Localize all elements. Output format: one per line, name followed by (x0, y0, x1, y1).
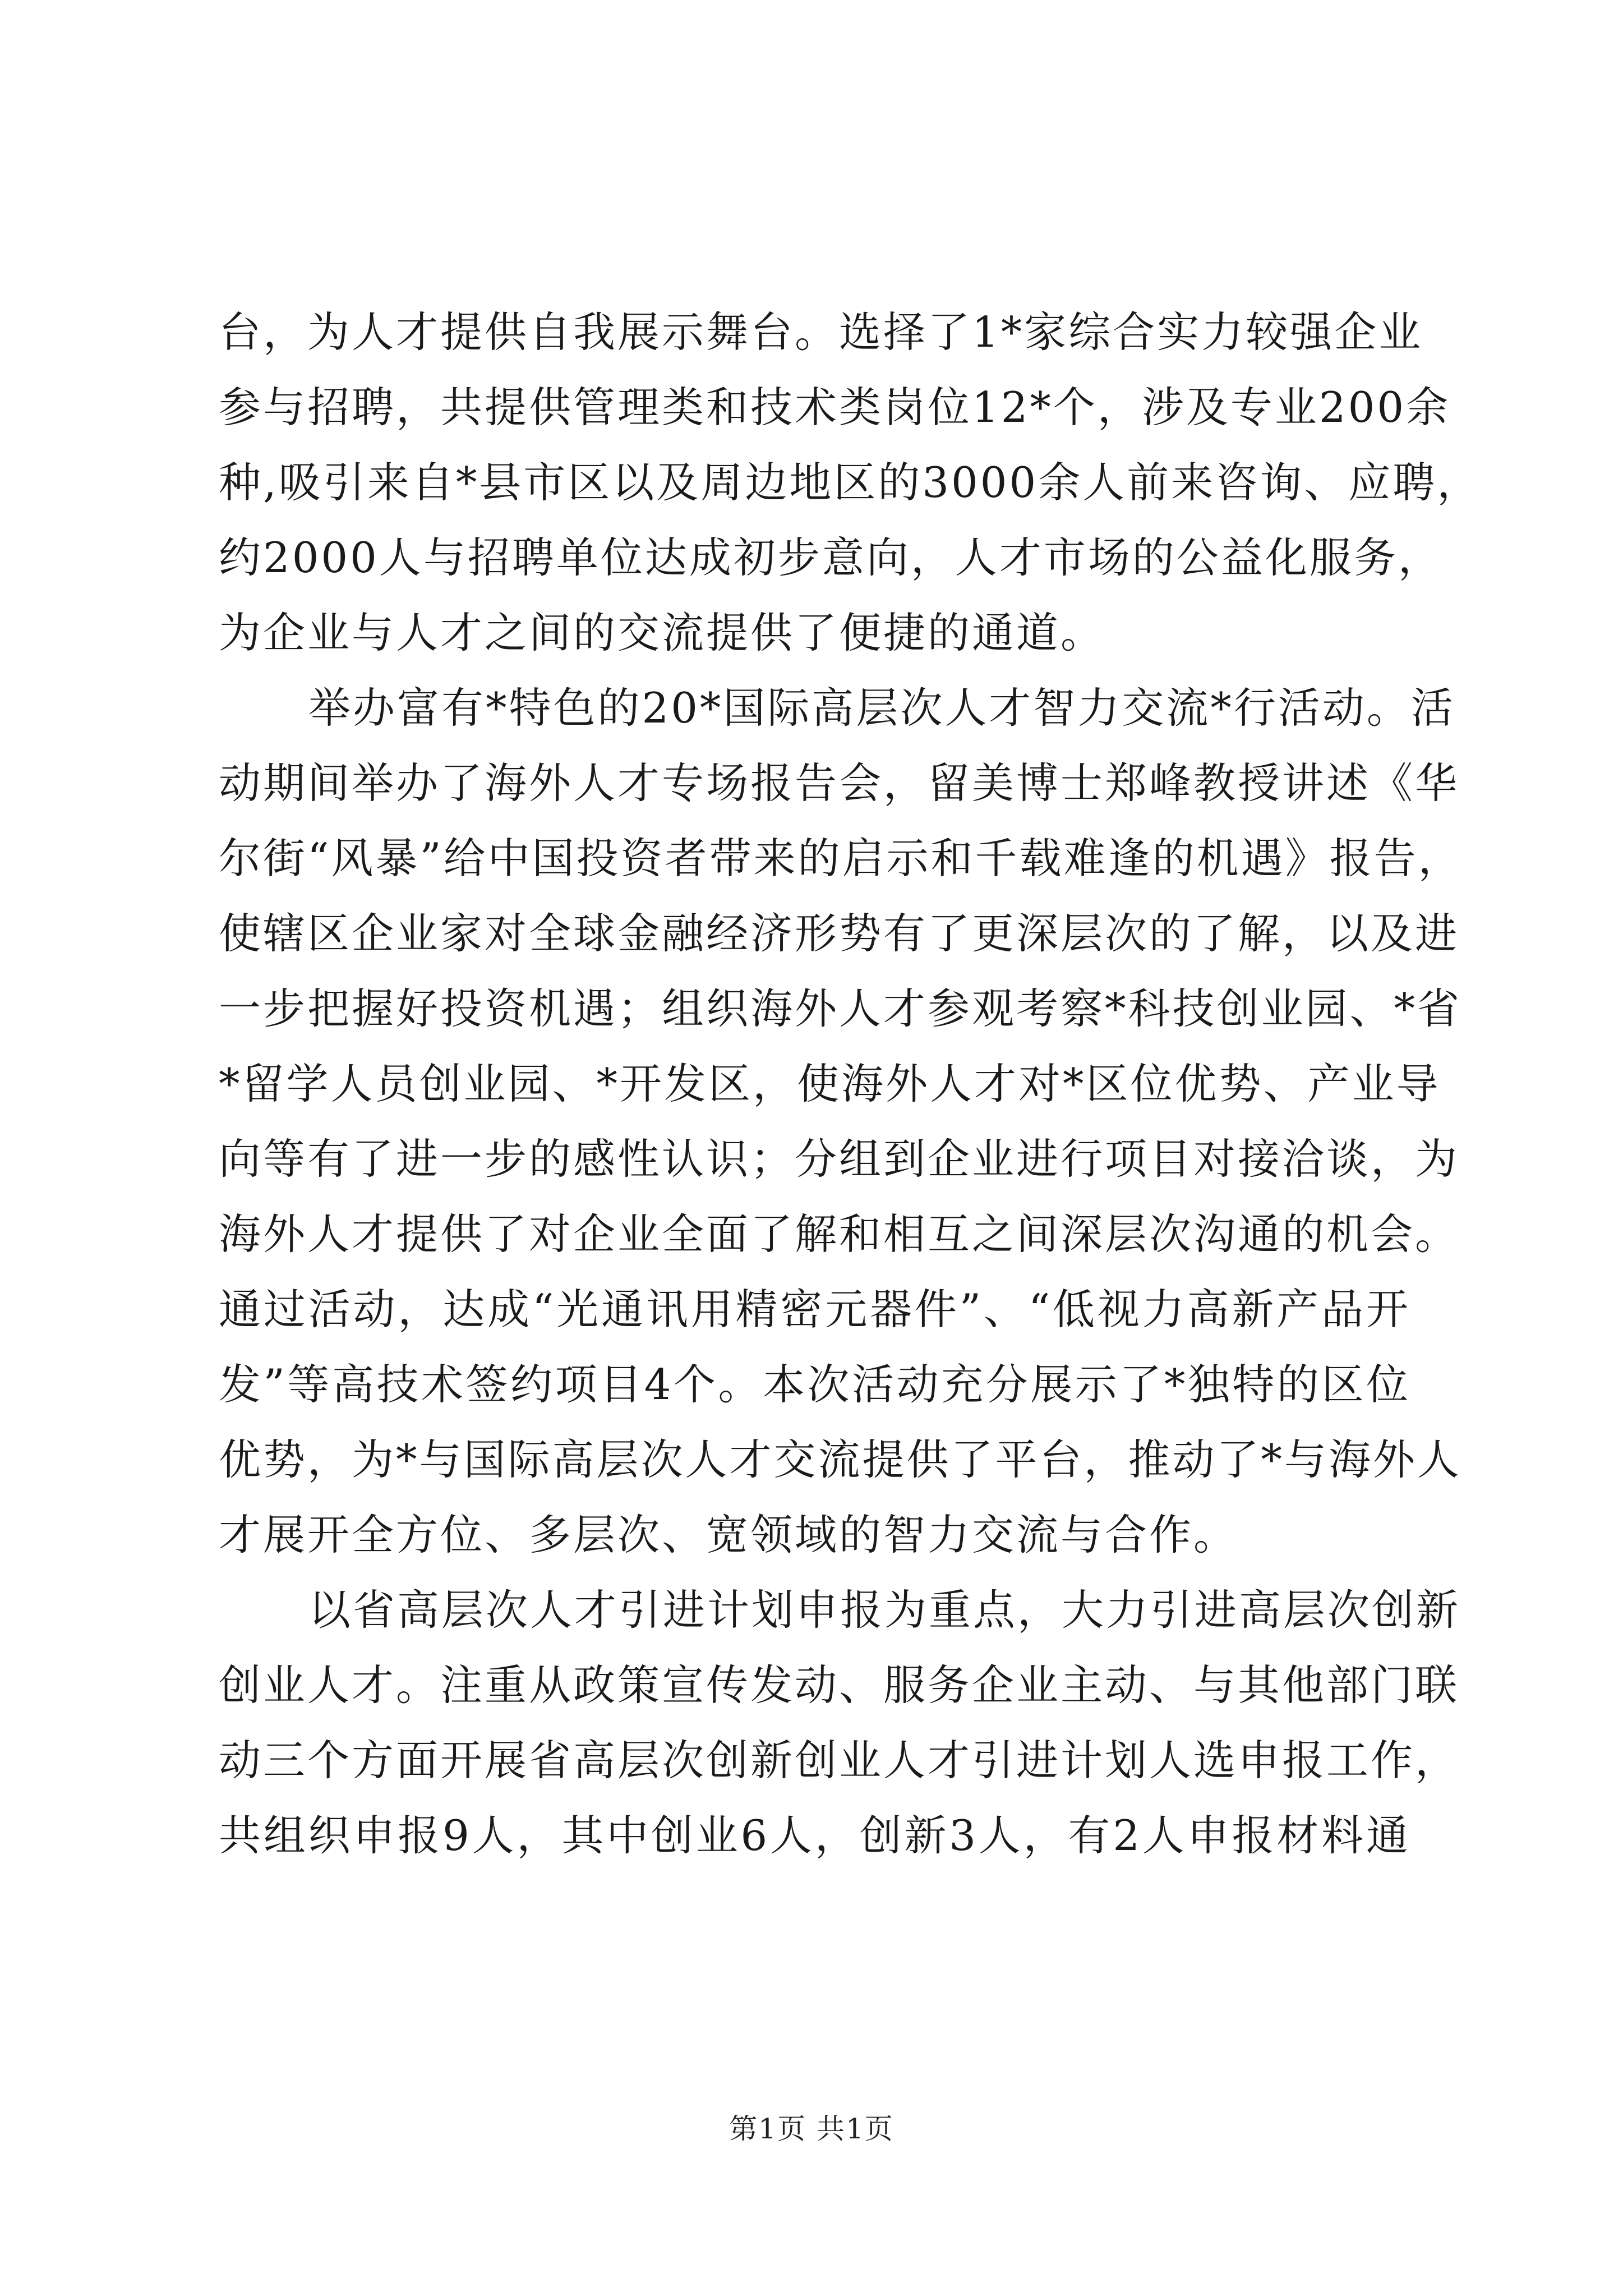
text-line: 共组织申报9人，其中创业6人，创新3人，有2人申报材料通 (219, 1811, 1410, 1860)
text-line: 举办富有*特色的20*国际高层次人才智力交流*行活动。活 (308, 683, 1455, 733)
page-footer: 第1页 共1页 (729, 2113, 894, 2145)
text-line: 使辖区企业家对全球金融经济形势有了更深层次的了解，以及进 (219, 909, 1460, 958)
text-line: 发”等高技术签约项目4个。本次活动充分展示了*独特的区位 (219, 1360, 1410, 1409)
text-line: 为企业与人才之间的交流提供了便捷的通道。 (219, 608, 1105, 657)
text-line: 向等有了进一步的感性认识；分组到企业进行项目对接洽谈，为 (219, 1134, 1460, 1184)
text-line: 台，为人才提供自我展示舞台。选择了1*家综合实力较强企业 (219, 307, 1423, 357)
text-line: 种,吸引来自*县市区以及周边地区的3000余人前来咨询、应聘， (219, 458, 1482, 507)
text-line: 一步把握好投资机遇；组织海外人才参观考察*科技创业园、*省 (219, 984, 1462, 1033)
text-line: 才展开全方位、多层次、宽领域的智力交流与合作。 (219, 1510, 1238, 1559)
document-body (219, 295, 1482, 1873)
text-line: 动三个方面开展省高层次创新创业人才引进计划人选申报工作， (219, 1736, 1460, 1785)
text-line: 参与招聘，共提供管理类和技术类岗位12*个，涉及专业200余 (219, 383, 1451, 432)
text-line: 以省高层次人才引进计划申报为重点，大力引进高层次创新 (308, 1585, 1461, 1635)
text-line: 通过活动，达成“光通讯用精密元器件”、“低视力高新产品开 (219, 1285, 1410, 1334)
text-line: 海外人才提供了对企业全面了解和相互之间深层次沟通的机会。 (219, 1209, 1460, 1259)
text-line: 创业人才。注重从政策宣传发动、服务企业主动、与其他部门联 (219, 1660, 1460, 1710)
text-line: 动期间举办了海外人才专场报告会，留美博士郑峰教授讲述《华 (219, 758, 1460, 808)
text-line: *留学人员创业园、*开发区，使海外人才对*区位优势、产业导 (219, 1059, 1441, 1108)
text-line: 尔街“风暴”给中国投资者带来的启示和千载难逢的机遇》报告， (219, 834, 1463, 883)
text-line: 约2000人与招聘单位达成初步意向，人才市场的公益化服务， (219, 533, 1442, 582)
text-line: 优势，为*与国际高层次人才交流提供了平台，推动了*与海外人 (219, 1435, 1462, 1484)
